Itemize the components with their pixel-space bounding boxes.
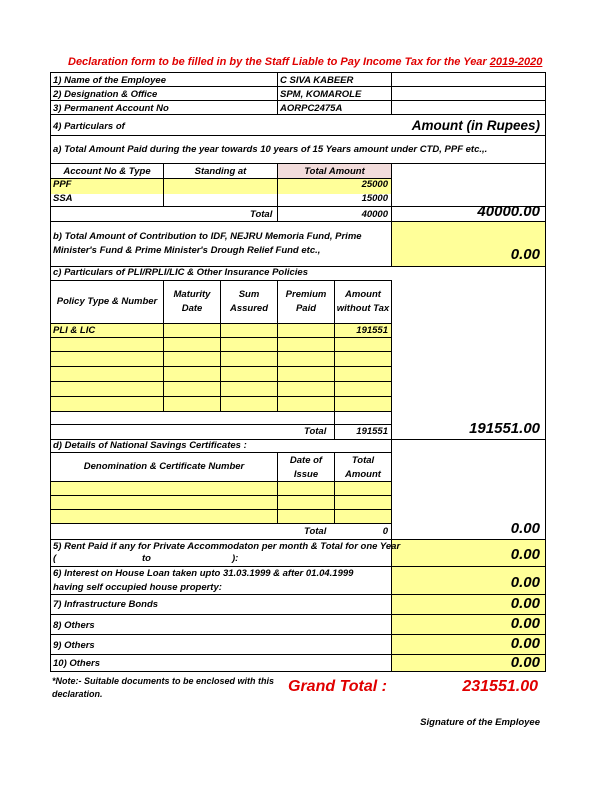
item7-amount: 0.00 (510, 595, 540, 612)
item10-label: 10) Others (53, 658, 100, 669)
note-line2: declaration. (52, 689, 103, 699)
rule (391, 439, 392, 671)
section-a-total-label: Total (250, 209, 273, 220)
signature-label: Signature of the Employee (420, 717, 540, 728)
pan-label: 3) Permanent Account No (53, 103, 169, 114)
rule (545, 72, 546, 672)
premium-header-2: Paid (295, 303, 317, 314)
policy-type-header: Policy Type & Number (56, 296, 158, 307)
maturity-header-1: Maturity (173, 289, 211, 300)
rule (50, 135, 546, 136)
item5-open: ( (53, 553, 57, 564)
section-d-total-label: Total (304, 526, 327, 537)
rule (50, 221, 546, 222)
item9-label: 9) Others (53, 640, 95, 651)
rule (50, 523, 391, 524)
section-d-yellow-rows (51, 481, 391, 523)
standing-at-header: Standing at (194, 166, 247, 177)
section-c-amount: 191551.00 (469, 420, 540, 437)
date-of-issue-header-2: Issue (293, 469, 319, 480)
sum-assured-header-1: Sum (238, 289, 260, 300)
item5-amount: 0.00 (510, 546, 540, 563)
item6-line2: having self occupied house property: (53, 582, 222, 593)
rule (391, 72, 392, 115)
section-a-total-value: 40000 (361, 209, 388, 220)
policy-row-amount: 191551 (356, 325, 388, 336)
designation-label: 2) Designation & Office (53, 89, 158, 100)
grand-total-label: Grand Total : (288, 678, 387, 695)
section-c-title: c) Particulars of PLI/RPLI/LIC & Other Insurance Policies (53, 267, 308, 278)
designation-value: SPM, KOMAROLE (280, 89, 362, 100)
rule (391, 221, 392, 267)
amount-without-tax-header-1: Amount (345, 289, 381, 300)
rule (50, 481, 391, 482)
ssa-amount: 15000 (361, 193, 388, 204)
note-line1: *Note:- Suitable documents to be enclosed with this (52, 676, 275, 686)
section-d-amount: 0.00 (510, 520, 540, 537)
item8-amount: 0.00 (510, 615, 540, 632)
date-of-issue-header-1: Date of (289, 455, 323, 466)
section-c-total-label: Total (304, 426, 327, 437)
rule (50, 566, 546, 567)
rule (391, 163, 392, 221)
rule (50, 495, 391, 496)
item10-amount: 0.00 (510, 654, 540, 671)
policy-row-type: PLI & LIC (53, 325, 96, 336)
total-amount-header: Total Amount (304, 166, 365, 177)
item5-close: ): (232, 553, 239, 564)
section-b-line1: b) Total Amount of Contribution to IDF, NEJRU Memoria Fund, Prime (53, 231, 362, 242)
amount-header: Amount (in Rupees) (411, 118, 540, 133)
ppf-type: PPF (53, 179, 72, 190)
rule (50, 452, 391, 453)
denomination-header: Denomination & Certificate Number (83, 461, 245, 472)
rule (50, 86, 546, 87)
maturity-header-2: Date (181, 303, 203, 314)
item8-label: 8) Others (53, 620, 95, 631)
particulars-label: 4) Particulars of (53, 121, 125, 132)
item5-line1: 5) Rent Paid if any for Private Accommodaton per month & Total for one Year (53, 541, 401, 552)
rule (391, 280, 392, 439)
item6-amount: 0.00 (510, 574, 540, 591)
item9-amount: 0.00 (510, 635, 540, 652)
ssa-type: SSA (53, 193, 73, 204)
rule (50, 671, 546, 672)
item7-label: 7) Infrastructure Bonds (53, 599, 159, 610)
rule (50, 163, 546, 164)
rule (50, 424, 391, 425)
rule (50, 72, 546, 73)
rule (277, 72, 278, 115)
grand-total-value: 231551.00 (462, 678, 538, 695)
account-type-header: Account No & Type (63, 166, 151, 177)
form-title (68, 56, 542, 68)
premium-header-1: Premium (285, 289, 327, 300)
item5-to: to (142, 553, 151, 564)
section-a-amount: 40000.00 (477, 203, 540, 220)
section-a-title: a) Total Amount Paid during the year towards 10 years of 15 Years amount under CTD, PPF etc.,. (53, 144, 488, 155)
employee-name-label: 1) Name of the Employee (53, 75, 166, 86)
employee-name-value: C SIVA KABEER (280, 75, 354, 86)
rule (50, 509, 391, 510)
section-b-line2: Minister's Fund & Prime Minister's Drough Relief Fund etc., (53, 245, 321, 256)
section-d-total-value: 0 (382, 526, 388, 537)
amount-without-tax-header-2: without Tax (336, 303, 390, 314)
ppf-amount: 25000 (361, 179, 388, 190)
pan-value: AORPC2475A (280, 103, 343, 114)
section-c-total-value: 191551 (356, 426, 388, 437)
total-amount-d-header-1: Total (351, 455, 375, 466)
section-d-title: d) Details of National Savings Certificates : (53, 440, 247, 451)
section-b-amount: 0.00 (510, 246, 540, 263)
sum-assured-header-2: Assured (229, 303, 268, 314)
item6-line1: 6) Interest on House Loan taken upto 31.03.1999 & after 01.04.1999 (53, 568, 354, 579)
title-year: 2019-2020 (489, 56, 543, 68)
rule (50, 100, 546, 101)
rule (50, 72, 51, 672)
rule (50, 411, 391, 412)
title-text: Declaration form to be filled in by the Staff Liable to Pay Income Tax for the Year (68, 56, 490, 68)
rule (50, 539, 546, 540)
rule (50, 114, 546, 115)
total-amount-d-header-2: Amount (345, 469, 381, 480)
